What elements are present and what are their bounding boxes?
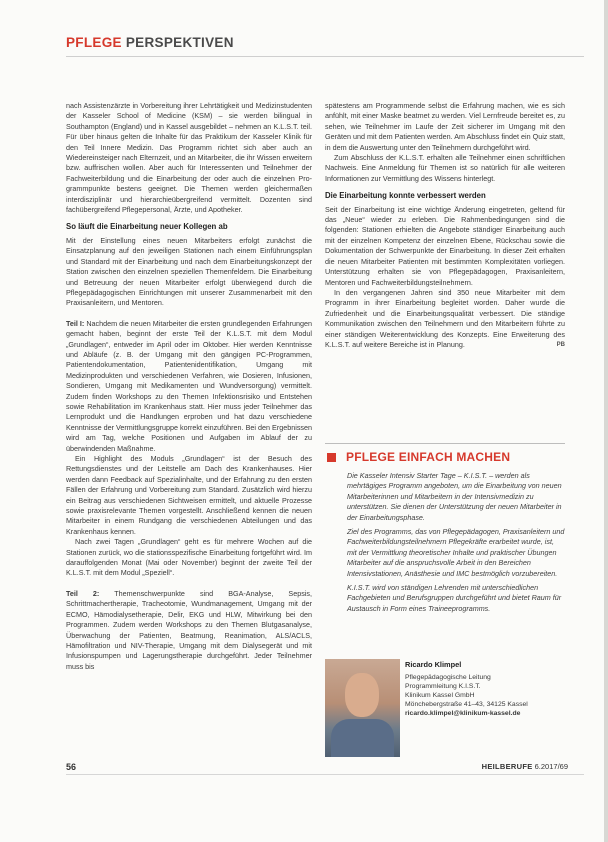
info-box bbox=[325, 443, 565, 768]
article-column-left bbox=[66, 101, 312, 672]
author-contact bbox=[405, 661, 565, 718]
info-paragraph: Die Kasseler Intensiv Starter Tage – K.I.S.T. – werden als mehrtägiges Programm angeboten, um die Einarbeitung von neuen Mitarbeiterinnen und Mitarbeitern in der Intensivmedizin zu unterstützen. Sie dienen der Unterstützung der neuen Mitarbeiter in der Einarbeitungsphase. bbox=[347, 471, 562, 522]
paragraph: Ein Highlight des Moduls „Grundlagen“ ist der Besuch des Rettungsdienstes und der Leitstelle am Dach des Krankenhauses. Hier werden dann Feedback auf Spezialinhalte, und der Erfahrung zu den ersten Fällen der Erfahrung und Vorbereitung zum Standard. Zusätzlich wird hierzu ein Beitrag aus verschiedenen Sichtweisen ermittelt, und aktuelle Prozesse sowie praxisrelevante Themen vorgestellt. Anschließend kennen die neuen Mitarbeiter in einem Rundgang die verschiedenen Abteilungen und das Krankenhaus kennen. bbox=[66, 454, 312, 536]
contact-line: Klinikum Kassel GmbH bbox=[405, 691, 475, 699]
paragraph-body: In den vergangenen Jahren sind 350 neue Mitarbeiter mit dem Programm in ihrer Einarbeitung begleitet worden. Daher wurde die Zufriedenheit und die Einarbeitungsqualität verbessert. Die ständige Kommunikation zwischen den Teilnehmern und den Mitarbeitern führte zu einer ständigen Weiterentwicklung des Konzepts. Eine Erweiterung des K.L.S.T. auf weitere Bereiche ist in Planung. bbox=[325, 287, 565, 349]
page-spine-shadow bbox=[604, 0, 608, 842]
paragraph-lead: Teil 2: bbox=[66, 588, 100, 598]
paragraph: Zum Abschluss der K.L.S.T. erhalten alle Teilnehmer einen schriftlichen Nachweis. Eine Anmeldung für Themen ist so natürlich für alle weiteren Informationen zur Vermittlung des Wissens hinterlegt. bbox=[325, 153, 565, 183]
paragraph: Mit der Einstellung eines neuen Mitarbeiters erfolgt zunächst die Einsatzplanung auf den jeweiligen Stationen nach einem Einführungsplan und Standard mit der Einarbeitung und nach dem Einarbeitungskonzept der Station zwischen den einzelnen speziellen Themenfeldern. Die Einarbeitung und Betreuung der neuen Mitarbeiter erfolgt überwiegend durch die Pflegepädagogischen Einrichtungen mit unserer Zusammenarbeit mit den Praxisanleitern, und Mentoren. bbox=[66, 235, 312, 308]
article-column-right bbox=[325, 101, 565, 350]
paragraph-body: Nachdem die neuen Mitarbeiter die ersten grundlegenden Erfahrungen gemacht haben, beginnt der erste Teil der K.L.S.T. mit dem Modul „Grundlagen“, entweder im April oder im Oktober. Hier werden Kenntnisse und Abläufe (z. B. der Umgang mit den gängigen PC-Programmen, Patientendokumentation, Patientenidentifikation, Umgang mit Medizinprodukten und verschiedenen Verfahren, wie Dosieren, Infusionen, Sondieren, Umgang mit Medikamenten und Wundversorgung) vermittelt. Zudem finden Workshops zu den Themen Infektionsrisiko und Entstehen sowie Rehabilitation im Krankenhaus statt. Hier muss jeder Teilnehmer das Lernprodukt und die Handlungen erproben und hat dazu verschiedene Kenntnisse der Vermittlungsgruppe korrekt einzuführen. Bei den Ergebnissen wird am Tag, welche Positionen und Aufgaben im Ablauf der zu überwindenden Maßnahme. bbox=[66, 318, 312, 453]
footer-magazine bbox=[482, 762, 568, 771]
running-head bbox=[66, 35, 234, 50]
running-head-perspektiven: PERSPEKTIVEN bbox=[125, 35, 234, 50]
info-box-rule bbox=[325, 443, 565, 444]
contact-line: Mönchebergstraße 41–43, 34125 Kassel bbox=[405, 700, 528, 708]
paragraph bbox=[66, 319, 312, 454]
info-paragraph: K.I.S.T. wird von ständigen Lehrenden mit unterschiedlichen Fachgebieten und Berufsgruppen durchgeführt und bietet Raum für Austausch in Form eines Traineeprogramms. bbox=[347, 583, 562, 613]
paragraph: Seit der Einarbeitung ist eine wichtige Änderung eingetreten, geltend für das „Neue“ wieder zu erleben. Die Rahmenbedingungen sind die folgenden: Stationen erhielten die Angebote ständiger Einarbeitung auch mit der einzelnen Kompetenz der einzelnen Ebene, Rückschau sowie die Dokumentation der Schwerpunkte der Einarbeitung. In dieser Zeit erhalten die neuen Mitarbeiter Patienten mit bestimmten Komplexitäten vorliegen. Unterstützung erhalten sie von Pflegepädagogen, Praxisanleitern, Mentoren und Fachweiterbildungsteilnehmern. bbox=[325, 204, 565, 287]
paragraph: spätestens am Programmende selbst die Erfahrung machen, wie es sich anfühlt, mit einer Maske beatmet zu werden. Viel Lernfreude bereitet es, zu sehen, wie Teilnehmer im Laufe der Zeit sicherer im Umgang mit den Geräten und mit dem Patienten werden. Am Abschluss findet ein Quiz statt, in dem die Auswertung unter den Teilnehmern durchgeführt wird. bbox=[325, 101, 565, 152]
info-box-title bbox=[327, 450, 510, 464]
author-photo bbox=[325, 659, 400, 757]
footer-rule bbox=[66, 774, 584, 775]
paragraph bbox=[66, 589, 312, 672]
author-shirt bbox=[331, 719, 394, 757]
section-heading: Die Einarbeitung konnte verbessert werden bbox=[325, 191, 486, 201]
running-head-pflege: PFLEGE bbox=[66, 35, 122, 50]
contact-line: Pflegepädagogische Leitung bbox=[405, 673, 491, 681]
end-mark: PB bbox=[556, 341, 565, 348]
paragraph: Nach zwei Tagen „Grundlagen“ geht es für mehrere Wochen auf die Stationen zurück, wo die stationsspezifische Einarbeitung fortgeführt wird. Im darauffolgenden Monat (Mai oder November) beginnt der zweite Teil der K.L.S.T. mit dem Modul „Speziell“. bbox=[66, 537, 312, 578]
paragraph bbox=[325, 288, 565, 350]
paragraph-lead: Teil I: bbox=[66, 318, 85, 328]
section-heading: So läuft die Einarbeitung neuer Kollegen ab bbox=[66, 222, 228, 232]
author-name: Ricardo Klimpel bbox=[405, 660, 462, 669]
paragraph-body: Themenschwerpunkte sind BGA-Analyse, Sepsis, Schrittmachertherapie, Tracheotomie, Wundmanagement, Umgang mit der ECMO, Hämodialysetherapie, Delir, EKG und HLW, Mitwirkung bei den Programmen. Zudem werden Workshops zu den Themen Blutgasanalyse, Überwachung der Patienten, Beatmung, Reanimation, ALS/ACLS, Hämofiltration und NIV-Therapie, Umgang mit dem Dialysegerät und mit Infusionspumpen und Lagerungstherapie durchgeführt. Jeder Teilnehmer muss bis bbox=[66, 588, 312, 671]
page-number: 56 bbox=[66, 762, 77, 772]
info-box-title-text: PFLEGE EINFACH MACHEN bbox=[346, 450, 511, 464]
issue-number: 6.2017/69 bbox=[534, 762, 568, 771]
square-bullet-icon bbox=[327, 453, 336, 462]
info-paragraph: Ziel des Programms, das von Pflegepädagogen, Praxisanleitern und Fachweiterbildungsteilnehmern Pflegekräfte erarbeitet wurde, ist, mit der Vermittlung theoretischer Inhalte und praktischer Übungen Mitarbeiter auf die anspruchsvolle Arbeit in den Bereichen Intensivstationen, Anästhesie und IMC bestmöglich vorzubereiten. bbox=[347, 527, 565, 578]
author-face bbox=[345, 673, 379, 717]
paragraph: nach Assistenzärzte in Vorbereitung ihrer Lehrtätigkeit und Medizinstudenten der Kasseler School of Medicine (KSM) – sie werden bilingual in Southampton (England) und in Kassel ausgebildet – nehmen an K.L.S.T. teil. Für über hinaus gelten die Inhalte für das Praktikum der Kasseler Klinik für den Teil Innere Medizin. Das Programm richtet sich aber auch an Wiedereinsteiger nach Elternzeit, und an Mitarbeiter, die ihr Wissen erweitern bzw. auffrischen wollen. Aber auch für Interessenten und Teilnehmer der Fachweiterbildung und die Einarbeitung der oder auch die einzelnen Programmpunkte bestens geeignet. Die Themen werden gleichermaßen interdisziplinär und hierarchieübergreifend vermittelt. Dozenten sind fachübergreifend Pflegepersonal, Ärzte, und Apotheker. bbox=[66, 101, 312, 215]
info-box-body bbox=[347, 471, 565, 618]
header-rule bbox=[66, 56, 584, 57]
contact-email: ricardo.klimpel@klinikum-kassel.de bbox=[405, 709, 521, 717]
magazine-name: HEILBERUFE bbox=[481, 762, 533, 771]
contact-line: Programmleitung K.I.S.T. bbox=[405, 682, 481, 690]
